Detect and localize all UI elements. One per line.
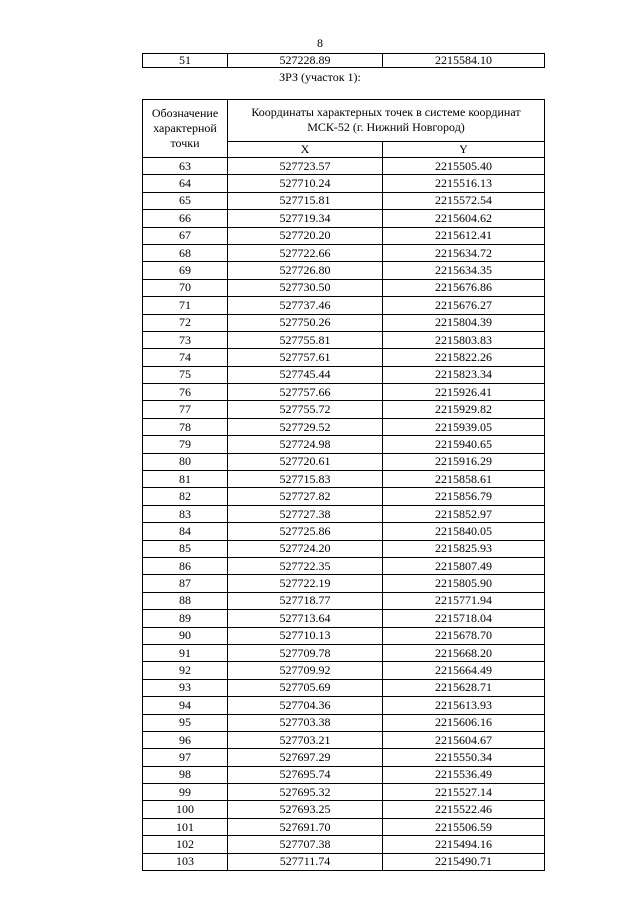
page-number: 8 xyxy=(317,36,323,50)
point-number-cell: 69 xyxy=(143,262,228,279)
x-coordinate-cell: 527729.52 xyxy=(228,418,383,435)
table-row xyxy=(143,244,545,261)
x-coordinate-cell: 527720.61 xyxy=(228,453,383,470)
point-number-cell: 72 xyxy=(143,314,228,331)
y-coordinate-cell: 2215718.04 xyxy=(383,610,545,627)
continuation-table xyxy=(142,53,545,68)
table-row xyxy=(143,175,545,192)
y-coordinate-cell: 2215852.97 xyxy=(383,505,545,522)
y-coordinate-cell: 2215604.67 xyxy=(383,731,545,748)
x-coordinate-cell: 527719.34 xyxy=(228,210,383,227)
point-number-cell: 74 xyxy=(143,349,228,366)
y-coordinate-cell: 2215939.05 xyxy=(383,418,545,435)
x-coordinate-cell: 527695.32 xyxy=(228,784,383,801)
x-coordinate-cell: 527709.78 xyxy=(228,644,383,661)
point-number-cell: 78 xyxy=(143,418,228,435)
y-coordinate-cell: 2215678.70 xyxy=(383,627,545,644)
point-number-cell: 98 xyxy=(143,766,228,783)
y-coordinate-cell: 2215613.93 xyxy=(383,697,545,714)
header-x: X xyxy=(228,141,383,157)
x-coordinate-cell: 527707.38 xyxy=(228,836,383,853)
point-number-cell: 80 xyxy=(143,453,228,470)
point-number-cell: 92 xyxy=(143,662,228,679)
y-coordinate-cell: 2215664.49 xyxy=(383,662,545,679)
x-coordinate-cell: 527723.57 xyxy=(228,158,383,175)
point-number-cell: 89 xyxy=(143,610,228,627)
x-coordinate-cell: 527710.13 xyxy=(228,627,383,644)
y-coordinate-cell: 2215668.20 xyxy=(383,644,545,661)
point-number-cell: 81 xyxy=(143,471,228,488)
x-coordinate-cell: 527710.24 xyxy=(228,175,383,192)
table-row xyxy=(143,540,545,557)
point-number-cell: 99 xyxy=(143,784,228,801)
continuation-table-body xyxy=(143,54,545,68)
y-coordinate-cell: 2215628.71 xyxy=(383,679,545,696)
x-coordinate-cell: 527745.44 xyxy=(228,366,383,383)
table-row xyxy=(143,853,545,870)
x-coordinate-cell: 527755.81 xyxy=(228,331,383,348)
point-number-cell: 68 xyxy=(143,244,228,261)
point-number-cell: 103 xyxy=(143,853,228,870)
table-row xyxy=(143,331,545,348)
point-number-cell: 73 xyxy=(143,331,228,348)
point-number-cell: 83 xyxy=(143,505,228,522)
point-number-cell: 95 xyxy=(143,714,228,731)
y-coordinate-cell: 2215676.27 xyxy=(383,297,545,314)
x-coordinate-cell: 527757.61 xyxy=(228,349,383,366)
table-row xyxy=(143,366,545,383)
y-coordinate-cell: 2215940.65 xyxy=(383,436,545,453)
point-number-cell: 51 xyxy=(143,54,228,68)
point-number-cell: 91 xyxy=(143,644,228,661)
x-coordinate-cell: 527720.20 xyxy=(228,227,383,244)
x-coordinate-cell: 527695.74 xyxy=(228,766,383,783)
table-row xyxy=(143,227,545,244)
point-number-cell: 76 xyxy=(143,384,228,401)
table-row xyxy=(143,818,545,835)
x-coordinate-cell: 527725.86 xyxy=(228,523,383,540)
y-coordinate-cell: 2215506.59 xyxy=(383,818,545,835)
y-coordinate-cell: 2215494.16 xyxy=(383,836,545,853)
point-number-cell: 66 xyxy=(143,210,228,227)
y-coordinate-cell: 2215858.61 xyxy=(383,471,545,488)
table-row xyxy=(143,592,545,609)
y-coordinate-cell: 2215840.05 xyxy=(383,523,545,540)
point-number-cell: 77 xyxy=(143,401,228,418)
table-body xyxy=(143,158,545,871)
table-row xyxy=(143,314,545,331)
x-coordinate-cell: 527722.19 xyxy=(228,575,383,592)
x-coordinate-cell: 527704.36 xyxy=(228,697,383,714)
table-row xyxy=(143,575,545,592)
y-coordinate-cell: 2215604.62 xyxy=(383,210,545,227)
point-number-cell: 97 xyxy=(143,749,228,766)
point-number-cell: 85 xyxy=(143,540,228,557)
header-y: Y xyxy=(383,141,545,157)
table-row xyxy=(143,731,545,748)
x-coordinate-cell: 527727.38 xyxy=(228,505,383,522)
y-coordinate-cell: 2215634.35 xyxy=(383,262,545,279)
table-row xyxy=(143,610,545,627)
y-coordinate-cell: 2215676.86 xyxy=(383,279,545,296)
y-coordinate-cell: 2215856.79 xyxy=(383,488,545,505)
table-row xyxy=(143,401,545,418)
y-coordinate-cell: 2215516.13 xyxy=(383,175,545,192)
x-coordinate-cell: 527705.69 xyxy=(228,679,383,696)
point-number-cell: 71 xyxy=(143,297,228,314)
table-row xyxy=(143,418,545,435)
table-row xyxy=(143,836,545,853)
x-coordinate-cell: 527703.21 xyxy=(228,731,383,748)
header-coordinates: Координаты характерных точек в системе координат МСК-52 (г. Нижний Новгород) xyxy=(228,100,545,142)
point-number-cell: 79 xyxy=(143,436,228,453)
point-number-cell: 94 xyxy=(143,697,228,714)
point-number-cell: 75 xyxy=(143,366,228,383)
y-coordinate-cell: 2215926.41 xyxy=(383,384,545,401)
table-row xyxy=(143,471,545,488)
y-coordinate-cell: 2215536.49 xyxy=(383,766,545,783)
table-row xyxy=(143,557,545,574)
y-coordinate-cell: 2215807.49 xyxy=(383,557,545,574)
section-title: ЗРЗ (участок 1): xyxy=(279,70,361,84)
point-number-cell: 96 xyxy=(143,731,228,748)
y-coordinate-cell: 2215805.90 xyxy=(383,575,545,592)
table-row xyxy=(143,679,545,696)
x-coordinate-cell: 527730.50 xyxy=(228,279,383,296)
table-row xyxy=(143,662,545,679)
point-number-cell: 70 xyxy=(143,279,228,296)
table-row xyxy=(143,644,545,661)
table-row xyxy=(143,627,545,644)
x-coordinate-cell: 527722.35 xyxy=(228,557,383,574)
point-number-cell: 64 xyxy=(143,175,228,192)
x-coordinate-cell: 527750.26 xyxy=(228,314,383,331)
x-coordinate-cell: 527715.81 xyxy=(228,192,383,209)
point-number-cell: 67 xyxy=(143,227,228,244)
table-row xyxy=(143,384,545,401)
table-row xyxy=(143,505,545,522)
table-row xyxy=(143,801,545,818)
table-row xyxy=(143,158,545,175)
x-coordinate-cell: 527228.89 xyxy=(228,54,383,68)
y-coordinate-cell: 2215606.16 xyxy=(383,714,545,731)
y-coordinate-cell: 2215612.41 xyxy=(383,227,545,244)
table-header xyxy=(143,100,545,158)
x-coordinate-cell: 527703.38 xyxy=(228,714,383,731)
table-row xyxy=(143,714,545,731)
table-row xyxy=(143,453,545,470)
x-coordinate-cell: 527697.29 xyxy=(228,749,383,766)
point-number-cell: 82 xyxy=(143,488,228,505)
y-coordinate-cell: 2215505.40 xyxy=(383,158,545,175)
point-number-cell: 101 xyxy=(143,818,228,835)
x-coordinate-cell: 527711.74 xyxy=(228,853,383,870)
point-number-cell: 90 xyxy=(143,627,228,644)
y-coordinate-cell: 2215803.83 xyxy=(383,331,545,348)
table-row xyxy=(143,279,545,296)
x-coordinate-cell: 527713.64 xyxy=(228,610,383,627)
y-coordinate-cell: 2215804.39 xyxy=(383,314,545,331)
y-coordinate-cell: 2215550.34 xyxy=(383,749,545,766)
y-coordinate-cell: 2215929.82 xyxy=(383,401,545,418)
y-coordinate-cell: 2215572.54 xyxy=(383,192,545,209)
y-coordinate-cell: 2215527.14 xyxy=(383,784,545,801)
point-number-cell: 102 xyxy=(143,836,228,853)
table-row xyxy=(143,192,545,209)
point-number-cell: 84 xyxy=(143,523,228,540)
x-coordinate-cell: 527715.83 xyxy=(228,471,383,488)
x-coordinate-cell: 527691.70 xyxy=(228,818,383,835)
x-coordinate-cell: 527718.77 xyxy=(228,592,383,609)
point-number-cell: 87 xyxy=(143,575,228,592)
point-number-cell: 86 xyxy=(143,557,228,574)
table-row xyxy=(143,349,545,366)
x-coordinate-cell: 527709.92 xyxy=(228,662,383,679)
x-coordinate-cell: 527755.72 xyxy=(228,401,383,418)
x-coordinate-cell: 527726.80 xyxy=(228,262,383,279)
table-row xyxy=(143,436,545,453)
table-row xyxy=(143,210,545,227)
table-row xyxy=(143,262,545,279)
x-coordinate-cell: 527693.25 xyxy=(228,801,383,818)
coordinates-table xyxy=(142,99,545,871)
table-row xyxy=(143,297,545,314)
x-coordinate-cell: 527757.66 xyxy=(228,384,383,401)
table-row xyxy=(143,54,545,68)
header-point-designation: Обозначение характерной точки xyxy=(143,100,228,158)
table-row xyxy=(143,766,545,783)
y-coordinate-cell: 2215771.94 xyxy=(383,592,545,609)
point-number-cell: 100 xyxy=(143,801,228,818)
y-coordinate-cell: 2215823.34 xyxy=(383,366,545,383)
x-coordinate-cell: 527737.46 xyxy=(228,297,383,314)
point-number-cell: 65 xyxy=(143,192,228,209)
table-row xyxy=(143,697,545,714)
table-row xyxy=(143,784,545,801)
point-number-cell: 63 xyxy=(143,158,228,175)
y-coordinate-cell: 2215822.26 xyxy=(383,349,545,366)
point-number-cell: 88 xyxy=(143,592,228,609)
y-coordinate-cell: 2215522.46 xyxy=(383,801,545,818)
y-coordinate-cell: 2215825.93 xyxy=(383,540,545,557)
x-coordinate-cell: 527722.66 xyxy=(228,244,383,261)
point-number-cell: 93 xyxy=(143,679,228,696)
y-coordinate-cell: 2215916.29 xyxy=(383,453,545,470)
x-coordinate-cell: 527727.82 xyxy=(228,488,383,505)
x-coordinate-cell: 527724.98 xyxy=(228,436,383,453)
table-row xyxy=(143,749,545,766)
y-coordinate-cell: 2215634.72 xyxy=(383,244,545,261)
x-coordinate-cell: 527724.20 xyxy=(228,540,383,557)
table-row xyxy=(143,488,545,505)
table-row xyxy=(143,523,545,540)
y-coordinate-cell: 2215584.10 xyxy=(383,54,545,68)
y-coordinate-cell: 2215490.71 xyxy=(383,853,545,870)
